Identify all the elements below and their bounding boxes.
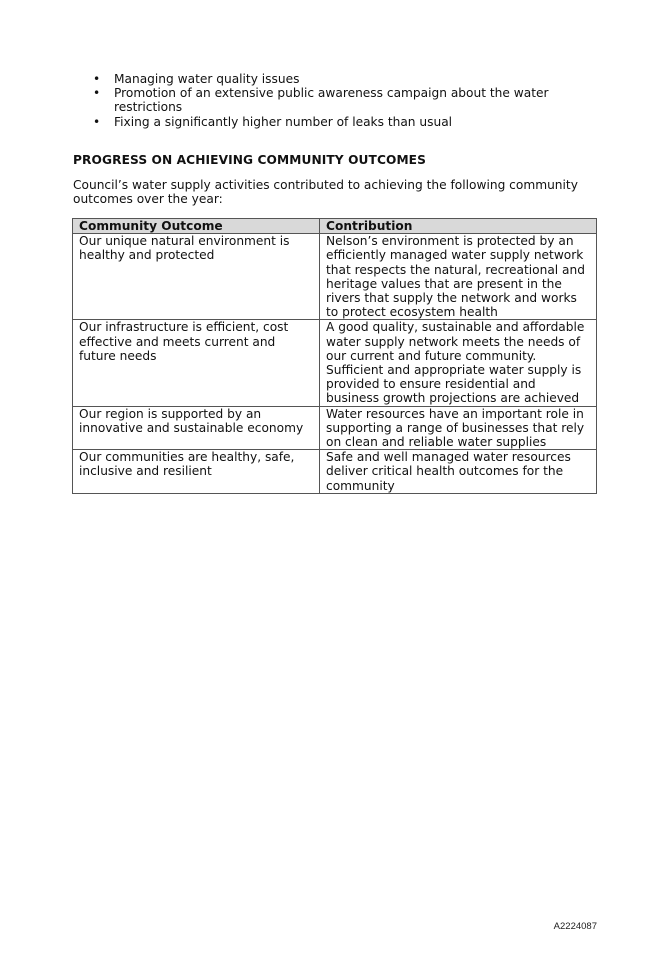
bullet-text: Managing water quality issues [114, 72, 300, 86]
contribution-cell: A good quality, sustainable and affordable water supply network meets the needs of our current and future community. Sufficient and appropriate water supply is provided to ensure residential and business growth projections are achieved [320, 320, 597, 406]
outcome-cell: Our infrastructure is efficient, cost effective and meets current and future needs [73, 320, 320, 406]
outcome-cell: Our communities are healthy, safe, inclusive and resilient [73, 450, 320, 494]
list-item [73, 86, 563, 114]
table-row [73, 234, 597, 320]
community-outcomes-table [72, 218, 597, 494]
table-row [73, 320, 597, 406]
contribution-cell: Nelson’s environment is protected by an efficiently managed water supply network that respects the natural, recreational and heritage values that are present in the rivers that supply the network and works to protect ecosystem health [320, 234, 597, 320]
contribution-cell: Safe and well managed water resources deliver critical health outcomes for the community [320, 450, 597, 494]
list-item [73, 115, 563, 129]
bullet-text: Promotion of an extensive public awareness campaign about the water restrictions [114, 86, 549, 115]
outcome-cell: Our region is supported by an innovative and sustainable economy [73, 406, 320, 450]
bullet-icon: • [93, 114, 101, 129]
intro-paragraph: Council’s water supply activities contributed to achieving the following community outcomes over the year: [73, 178, 578, 207]
header-contribution: Contribution [320, 219, 597, 234]
table-row [73, 450, 597, 494]
contribution-cell: Water resources have an important role in supporting a range of businesses that rely on clean and reliable water supplies [320, 406, 597, 450]
header-community-outcome: Community Outcome [73, 219, 320, 234]
outcome-cell: Our unique natural environment is healthy and protected [73, 234, 320, 320]
document-reference: A2224087 [553, 921, 597, 932]
table-header-row [73, 219, 597, 234]
bullet-text: Fixing a significantly higher number of leaks than usual [114, 114, 453, 129]
list-item [73, 72, 563, 86]
table-row [73, 406, 597, 450]
section-heading: PROGRESS ON ACHIEVING COMMUNITY OUTCOMES [73, 153, 426, 167]
bullet-icon: • [93, 72, 101, 86]
bullet-icon: • [93, 86, 101, 101]
bullet-list [73, 72, 563, 129]
